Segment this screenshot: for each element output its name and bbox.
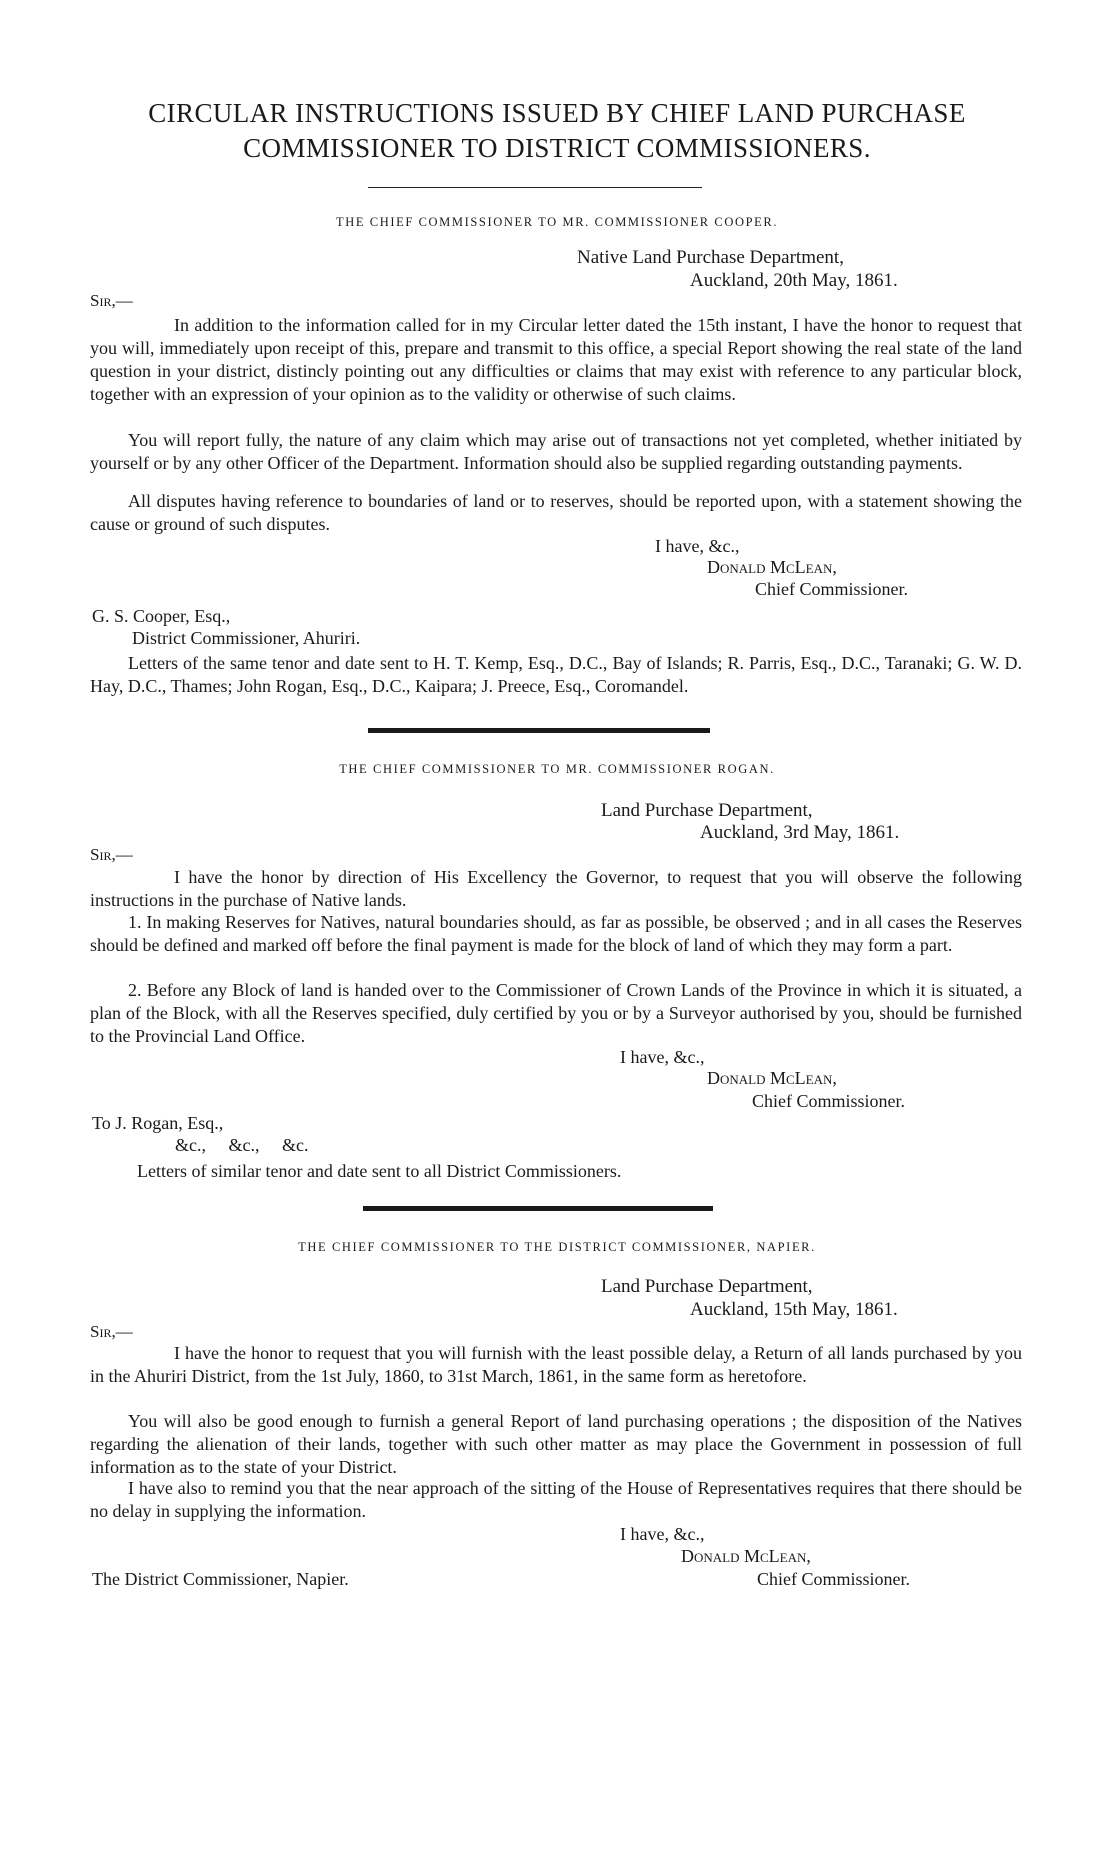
letter-2-salutation: Sir,— [90,845,133,864]
letter-3-paragraph-1: I have the honor to request that you will furnish with the least possible delay, a Return of all lands purchased by you in the Ahuriri District, from the 1st July, 1860, to 31st March, 1861, in the same form as heretofore. [90,1343,1022,1386]
letter-3-salutation: Sir,— [90,1322,133,1341]
letter-3-signature-name: Donald McLean, [681,1546,811,1566]
letter-1-address-line-2: Auckland, 20th May, 1861. [690,270,898,291]
divider-1 [368,728,710,733]
title-divider [368,187,702,188]
letter-2-note: Letters of similar tenor and date sent to all District Commissioners. [137,1161,622,1181]
letter-1-signature-title: Chief Commissioner. [755,579,908,599]
letter-2-signature-title: Chief Commissioner. [752,1091,905,1111]
letter-1-note: Letters of the same tenor and date sent to H. T. Kemp, Esq., D.C., Bay of Islands; R. Parris, Esq., D.C., Taranaki; G. W. D. Hay, D.C., Thames; John Rogan, Esq., D.C., Kaipara; J. Preece, Esq., Coromandel. [90,653,1022,696]
letter-1-signature-name: Donald McLean, [707,557,837,577]
divider-2 [363,1206,713,1211]
letter-3-paragraph-3: I have also to remind you that the near approach of the sitting of the House of Representatives requires that there should be no delay in supplying the information. [90,1478,1022,1521]
letter-3-heading: THE CHIEF COMMISSIONER TO THE DISTRICT COMMISSIONER, NAPIER. [298,1240,816,1254]
letter-1-paragraph-1: In addition to the information called for in my Circular letter dated the 15th instant, I have the honor to request that you will, immediately upon receipt of this, prepare and transmit to this office, a special Report showing the real state of the land question in your district, distincly pointing out any difficulties or claims that may exist with reference to any particular block, together with an expression of your opinion as to the validity or otherwise of such claims. [90,315,1022,404]
letter-1-heading: THE CHIEF COMMISSIONER TO MR. COMMISSIONER COOPER. [335,215,779,229]
letter-2-signature-name: Donald McLean, [707,1068,837,1088]
letter-3-closing: I have, &c., [620,1524,705,1544]
letter-3-address-line-2: Auckland, 15th May, 1861. [690,1299,898,1320]
letter-3-address-line-1: Land Purchase Department, [601,1276,813,1297]
letter-2-paragraph-2: 1. In making Reserves for Natives, natural boundaries should, as far as possible, be observed ; and in all cases the Reserves should be defined and marked off before the final payment is made for the block of land of which they may form a part. [90,912,1022,955]
letter-1-recipient-line-2: District Commissioner, Ahuriri. [132,628,361,648]
title-line-1: CIRCULAR INSTRUCTIONS ISSUED BY CHIEF LAND PURCHASE [148,98,966,128]
letter-1-closing: I have, &c., [655,536,740,556]
letter-2-paragraph-1: I have the honor by direction of His Excellency the Governor, to request that you will observe the following instructions in the purchase of Native lands. [90,867,1022,910]
letter-2-address-line-2: Auckland, 3rd May, 1861. [700,822,900,843]
letter-2-recipient-line-1: To J. Rogan, Esq., [92,1113,224,1133]
letter-3-recipient-line-1: The District Commissioner, Napier. [92,1569,349,1589]
letter-1-address-line-1: Native Land Purchase Department, [577,247,844,268]
letter-1-paragraph-2: You will report fully, the nature of any claim which may arise out of transactions not yet completed, whether initiated by yourself or by any other Officer of the Department. Information should also be supplied regarding outstanding payments. [90,430,1022,473]
document-title [60,96,1054,166]
letter-1-salutation: Sir,— [90,291,133,310]
letter-2-heading: THE CHIEF COMMISSIONER TO MR. COMMISSIONER ROGAN. [339,762,775,776]
letter-1-recipient-line-1: G. S. Cooper, Esq., [92,606,231,626]
letter-3-paragraph-2: You will also be good enough to furnish a general Report of land purchasing operations ; the disposition of the Natives regarding the alienation of their lands, together with such other matter as may place the Government in possession of full information as to the state of your District. [90,1411,1022,1477]
letter-2-closing: I have, &c., [620,1047,705,1067]
letter-3-signature-title: Chief Commissioner. [757,1569,910,1589]
letter-2-recipient-line-2: &c., &c., &c. [175,1135,309,1155]
letter-1-paragraph-3: All disputes having reference to boundaries of land or to reserves, should be reported upon, with a statement showing the cause or ground of such disputes. [90,491,1022,534]
title-line-2: COMMISSIONER TO DISTRICT COMMISSIONERS. [243,133,871,163]
letter-2-address-line-1: Land Purchase Department, [601,800,813,821]
letter-2-paragraph-3: 2. Before any Block of land is handed over to the Commissioner of Crown Lands of the Province in which it is situated, a plan of the Block, with all the Reserves specified, duly certified by you or by a Surveyor authorised by you, should be furnished to the Provincial Land Office. [90,980,1022,1046]
